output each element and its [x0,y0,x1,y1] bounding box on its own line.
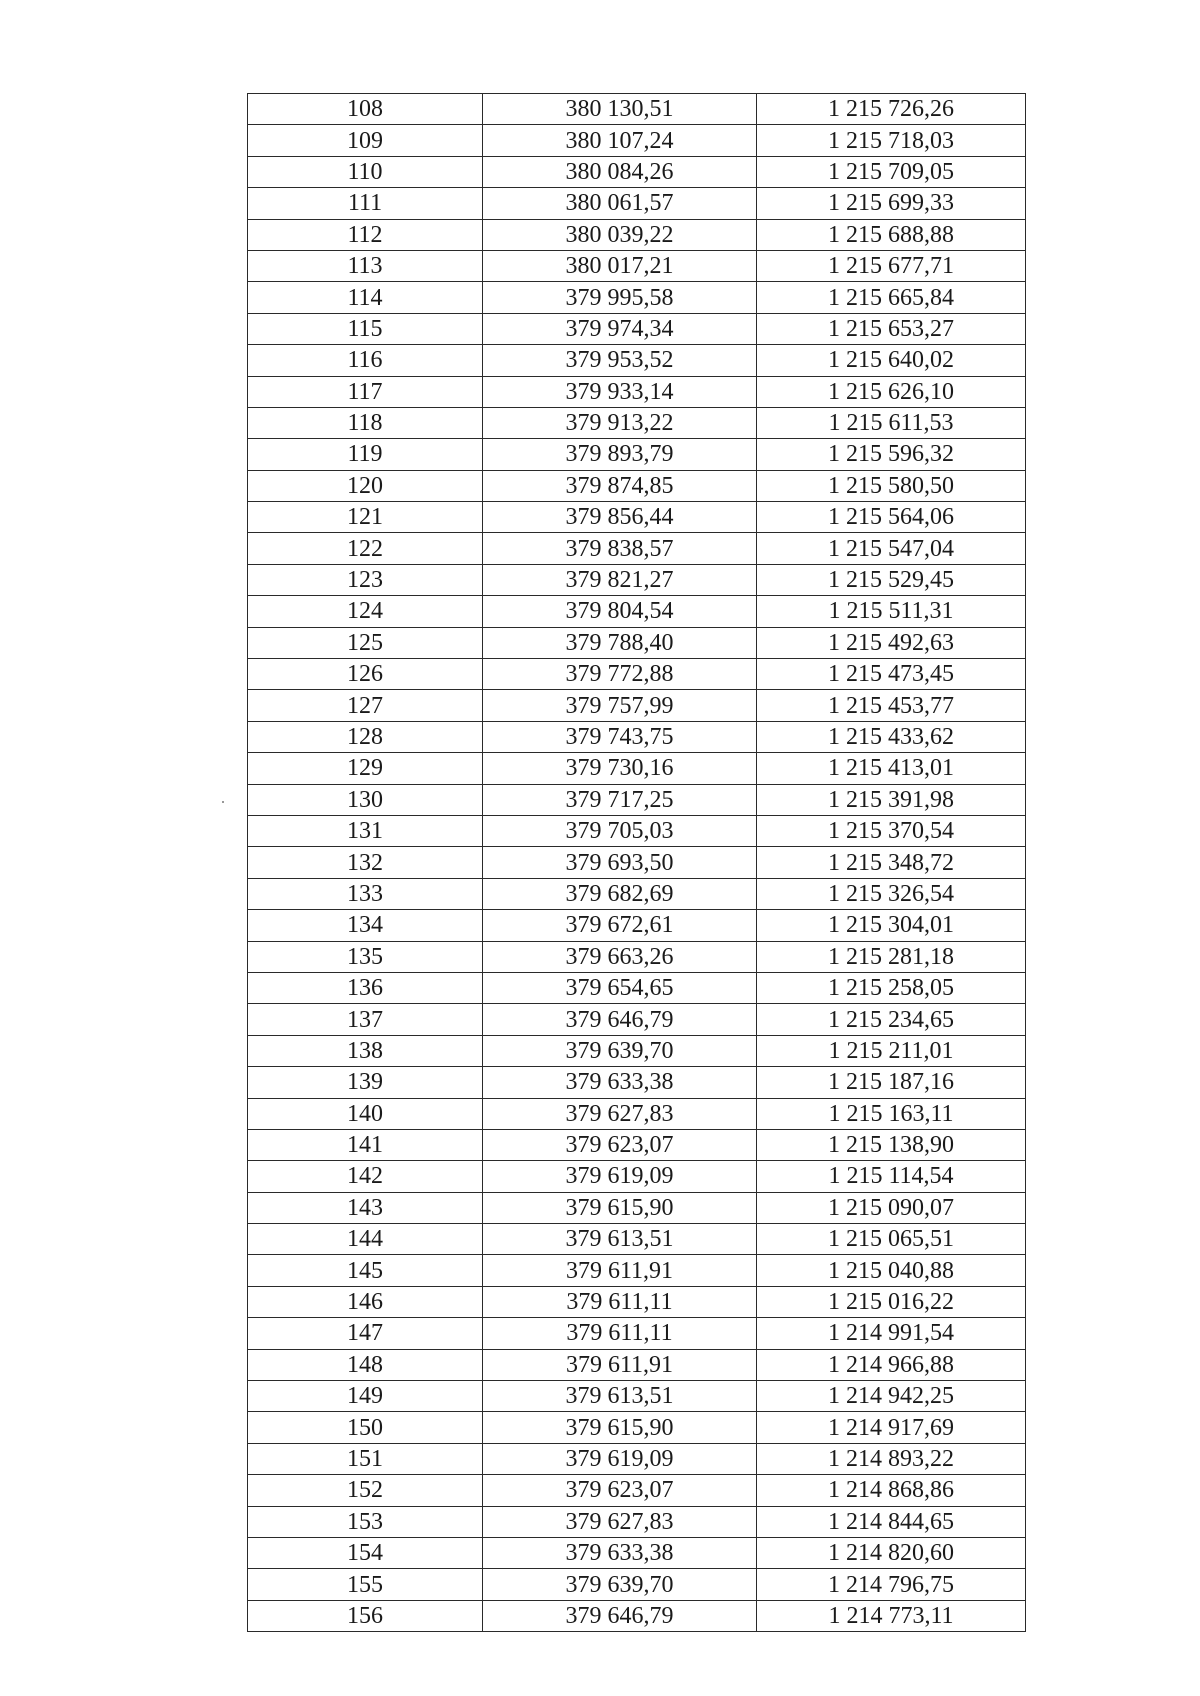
x-coordinate-cell: 379 646,79 [483,1004,757,1035]
y-coordinate-cell: 1 215 326,54 [757,878,1026,909]
x-coordinate-cell: 380 107,24 [483,125,757,156]
point-number-cell: 148 [248,1349,483,1380]
table-row [248,596,1026,627]
x-coordinate-cell: 379 623,07 [483,1475,757,1506]
x-coordinate-cell: 379 682,69 [483,878,757,909]
point-number-cell: 132 [248,847,483,878]
x-coordinate-cell: 379 654,65 [483,972,757,1003]
table-row [248,376,1026,407]
table-row [248,1412,1026,1443]
table-row [248,470,1026,501]
y-coordinate-cell: 1 215 163,11 [757,1098,1026,1129]
point-number-cell: 130 [248,784,483,815]
x-coordinate-cell: 379 757,99 [483,690,757,721]
y-coordinate-cell: 1 215 665,84 [757,282,1026,313]
point-number-cell: 151 [248,1443,483,1474]
table-row [248,753,1026,784]
y-coordinate-cell: 1 215 709,05 [757,156,1026,187]
y-coordinate-cell: 1 215 187,16 [757,1067,1026,1098]
x-coordinate-cell: 379 615,90 [483,1412,757,1443]
x-coordinate-cell: 379 613,51 [483,1224,757,1255]
x-coordinate-cell: 380 039,22 [483,219,757,250]
y-coordinate-cell: 1 215 090,07 [757,1192,1026,1223]
y-coordinate-cell: 1 215 492,63 [757,627,1026,658]
y-coordinate-cell: 1 215 726,26 [757,94,1026,125]
point-number-cell: 133 [248,878,483,909]
y-coordinate-cell: 1 214 820,60 [757,1537,1026,1568]
x-coordinate-cell: 379 611,91 [483,1349,757,1380]
x-coordinate-cell: 379 633,38 [483,1537,757,1568]
table-row [248,659,1026,690]
y-coordinate-cell: 1 215 258,05 [757,972,1026,1003]
x-coordinate-cell: 379 619,09 [483,1161,757,1192]
y-coordinate-cell: 1 214 868,86 [757,1475,1026,1506]
y-coordinate-cell: 1 215 138,90 [757,1129,1026,1160]
table-row [248,533,1026,564]
y-coordinate-cell: 1 215 040,88 [757,1255,1026,1286]
scan-speck [222,801,224,803]
table-row [248,1255,1026,1286]
table-row [248,721,1026,752]
point-number-cell: 150 [248,1412,483,1443]
point-number-cell: 155 [248,1569,483,1600]
point-number-cell: 125 [248,627,483,658]
table-row [248,847,1026,878]
y-coordinate-cell: 1 215 677,71 [757,250,1026,281]
x-coordinate-cell: 379 627,83 [483,1506,757,1537]
y-coordinate-cell: 1 215 370,54 [757,815,1026,846]
point-number-cell: 109 [248,125,483,156]
x-coordinate-cell: 379 730,16 [483,753,757,784]
point-number-cell: 128 [248,721,483,752]
x-coordinate-cell: 379 933,14 [483,376,757,407]
y-coordinate-cell: 1 215 114,54 [757,1161,1026,1192]
table-row [248,1600,1026,1631]
coordinates-table-body [248,94,1026,1632]
y-coordinate-cell: 1 215 640,02 [757,345,1026,376]
table-row [248,439,1026,470]
point-number-cell: 141 [248,1129,483,1160]
table-row [248,1537,1026,1568]
point-number-cell: 113 [248,250,483,281]
table-row [248,219,1026,250]
table-row [248,1569,1026,1600]
point-number-cell: 119 [248,439,483,470]
table-row [248,1381,1026,1412]
point-number-cell: 129 [248,753,483,784]
point-number-cell: 115 [248,313,483,344]
point-number-cell: 122 [248,533,483,564]
y-coordinate-cell: 1 214 966,88 [757,1349,1026,1380]
point-number-cell: 110 [248,156,483,187]
point-number-cell: 140 [248,1098,483,1129]
y-coordinate-cell: 1 215 473,45 [757,659,1026,690]
y-coordinate-cell: 1 215 611,53 [757,407,1026,438]
y-coordinate-cell: 1 215 688,88 [757,219,1026,250]
coordinates-table [247,93,1026,1632]
table-row [248,784,1026,815]
point-number-cell: 142 [248,1161,483,1192]
table-row [248,1192,1026,1223]
x-coordinate-cell: 379 804,54 [483,596,757,627]
y-coordinate-cell: 1 215 348,72 [757,847,1026,878]
y-coordinate-cell: 1 215 304,01 [757,910,1026,941]
x-coordinate-cell: 379 633,38 [483,1067,757,1098]
point-number-cell: 121 [248,502,483,533]
x-coordinate-cell: 380 017,21 [483,250,757,281]
point-number-cell: 108 [248,94,483,125]
x-coordinate-cell: 379 705,03 [483,815,757,846]
point-number-cell: 120 [248,470,483,501]
y-coordinate-cell: 1 214 893,22 [757,1443,1026,1474]
x-coordinate-cell: 379 611,11 [483,1286,757,1317]
x-coordinate-cell: 379 995,58 [483,282,757,313]
x-coordinate-cell: 379 639,70 [483,1035,757,1066]
point-number-cell: 117 [248,376,483,407]
x-coordinate-cell: 380 130,51 [483,94,757,125]
table-row [248,1004,1026,1035]
table-row [248,407,1026,438]
table-row [248,1318,1026,1349]
x-coordinate-cell: 379 627,83 [483,1098,757,1129]
y-coordinate-cell: 1 215 653,27 [757,313,1026,344]
point-number-cell: 139 [248,1067,483,1098]
point-number-cell: 135 [248,941,483,972]
y-coordinate-cell: 1 214 796,75 [757,1569,1026,1600]
table-row [248,1035,1026,1066]
y-coordinate-cell: 1 215 391,98 [757,784,1026,815]
x-coordinate-cell: 379 619,09 [483,1443,757,1474]
point-number-cell: 112 [248,219,483,250]
point-number-cell: 114 [248,282,483,313]
point-number-cell: 131 [248,815,483,846]
table-row [248,1161,1026,1192]
y-coordinate-cell: 1 215 453,77 [757,690,1026,721]
table-row [248,94,1026,125]
y-coordinate-cell: 1 214 942,25 [757,1381,1026,1412]
point-number-cell: 149 [248,1381,483,1412]
x-coordinate-cell: 379 611,11 [483,1318,757,1349]
table-row [248,564,1026,595]
point-number-cell: 134 [248,910,483,941]
x-coordinate-cell: 379 893,79 [483,439,757,470]
table-row [248,502,1026,533]
table-row [248,1475,1026,1506]
table-row [248,1067,1026,1098]
point-number-cell: 137 [248,1004,483,1035]
point-number-cell: 152 [248,1475,483,1506]
point-number-cell: 153 [248,1506,483,1537]
x-coordinate-cell: 379 743,75 [483,721,757,752]
y-coordinate-cell: 1 215 016,22 [757,1286,1026,1317]
table-row [248,878,1026,909]
y-coordinate-cell: 1 215 281,18 [757,941,1026,972]
y-coordinate-cell: 1 215 547,04 [757,533,1026,564]
x-coordinate-cell: 379 953,52 [483,345,757,376]
table-row [248,1224,1026,1255]
y-coordinate-cell: 1 215 626,10 [757,376,1026,407]
table-row [248,1506,1026,1537]
x-coordinate-cell: 379 693,50 [483,847,757,878]
point-number-cell: 123 [248,564,483,595]
y-coordinate-cell: 1 214 991,54 [757,1318,1026,1349]
y-coordinate-cell: 1 215 433,62 [757,721,1026,752]
point-number-cell: 144 [248,1224,483,1255]
table-row [248,1349,1026,1380]
table-row [248,188,1026,219]
point-number-cell: 143 [248,1192,483,1223]
table-row [248,282,1026,313]
x-coordinate-cell: 380 061,57 [483,188,757,219]
table-row [248,815,1026,846]
point-number-cell: 136 [248,972,483,1003]
y-coordinate-cell: 1 215 211,01 [757,1035,1026,1066]
table-row [248,345,1026,376]
x-coordinate-cell: 379 613,51 [483,1381,757,1412]
y-coordinate-cell: 1 215 564,06 [757,502,1026,533]
point-number-cell: 118 [248,407,483,438]
table-row [248,627,1026,658]
x-coordinate-cell: 379 623,07 [483,1129,757,1160]
y-coordinate-cell: 1 215 580,50 [757,470,1026,501]
point-number-cell: 145 [248,1255,483,1286]
y-coordinate-cell: 1 214 917,69 [757,1412,1026,1443]
y-coordinate-cell: 1 215 065,51 [757,1224,1026,1255]
y-coordinate-cell: 1 215 718,03 [757,125,1026,156]
y-coordinate-cell: 1 215 529,45 [757,564,1026,595]
point-number-cell: 126 [248,659,483,690]
x-coordinate-cell: 379 838,57 [483,533,757,564]
y-coordinate-cell: 1 215 596,32 [757,439,1026,470]
x-coordinate-cell: 379 821,27 [483,564,757,595]
x-coordinate-cell: 379 788,40 [483,627,757,658]
x-coordinate-cell: 379 615,90 [483,1192,757,1223]
x-coordinate-cell: 379 856,44 [483,502,757,533]
y-coordinate-cell: 1 215 511,31 [757,596,1026,627]
y-coordinate-cell: 1 215 699,33 [757,188,1026,219]
x-coordinate-cell: 379 639,70 [483,1569,757,1600]
x-coordinate-cell: 379 974,34 [483,313,757,344]
point-number-cell: 147 [248,1318,483,1349]
x-coordinate-cell: 379 611,91 [483,1255,757,1286]
x-coordinate-cell: 379 646,79 [483,1600,757,1631]
table-row [248,972,1026,1003]
point-number-cell: 146 [248,1286,483,1317]
point-number-cell: 116 [248,345,483,376]
table-row [248,941,1026,972]
point-number-cell: 154 [248,1537,483,1568]
y-coordinate-cell: 1 215 413,01 [757,753,1026,784]
table-row [248,1286,1026,1317]
table-row [248,1443,1026,1474]
point-number-cell: 127 [248,690,483,721]
point-number-cell: 111 [248,188,483,219]
table-row [248,1129,1026,1160]
y-coordinate-cell: 1 215 234,65 [757,1004,1026,1035]
table-row [248,125,1026,156]
x-coordinate-cell: 379 874,85 [483,470,757,501]
table-row [248,313,1026,344]
x-coordinate-cell: 379 672,61 [483,910,757,941]
point-number-cell: 138 [248,1035,483,1066]
table-row [248,690,1026,721]
x-coordinate-cell: 380 084,26 [483,156,757,187]
table-row [248,156,1026,187]
x-coordinate-cell: 379 772,88 [483,659,757,690]
x-coordinate-cell: 379 717,25 [483,784,757,815]
x-coordinate-cell: 379 913,22 [483,407,757,438]
y-coordinate-cell: 1 214 773,11 [757,1600,1026,1631]
y-coordinate-cell: 1 214 844,65 [757,1506,1026,1537]
point-number-cell: 156 [248,1600,483,1631]
table-row [248,1098,1026,1129]
x-coordinate-cell: 379 663,26 [483,941,757,972]
table-row [248,910,1026,941]
table-row [248,250,1026,281]
point-number-cell: 124 [248,596,483,627]
